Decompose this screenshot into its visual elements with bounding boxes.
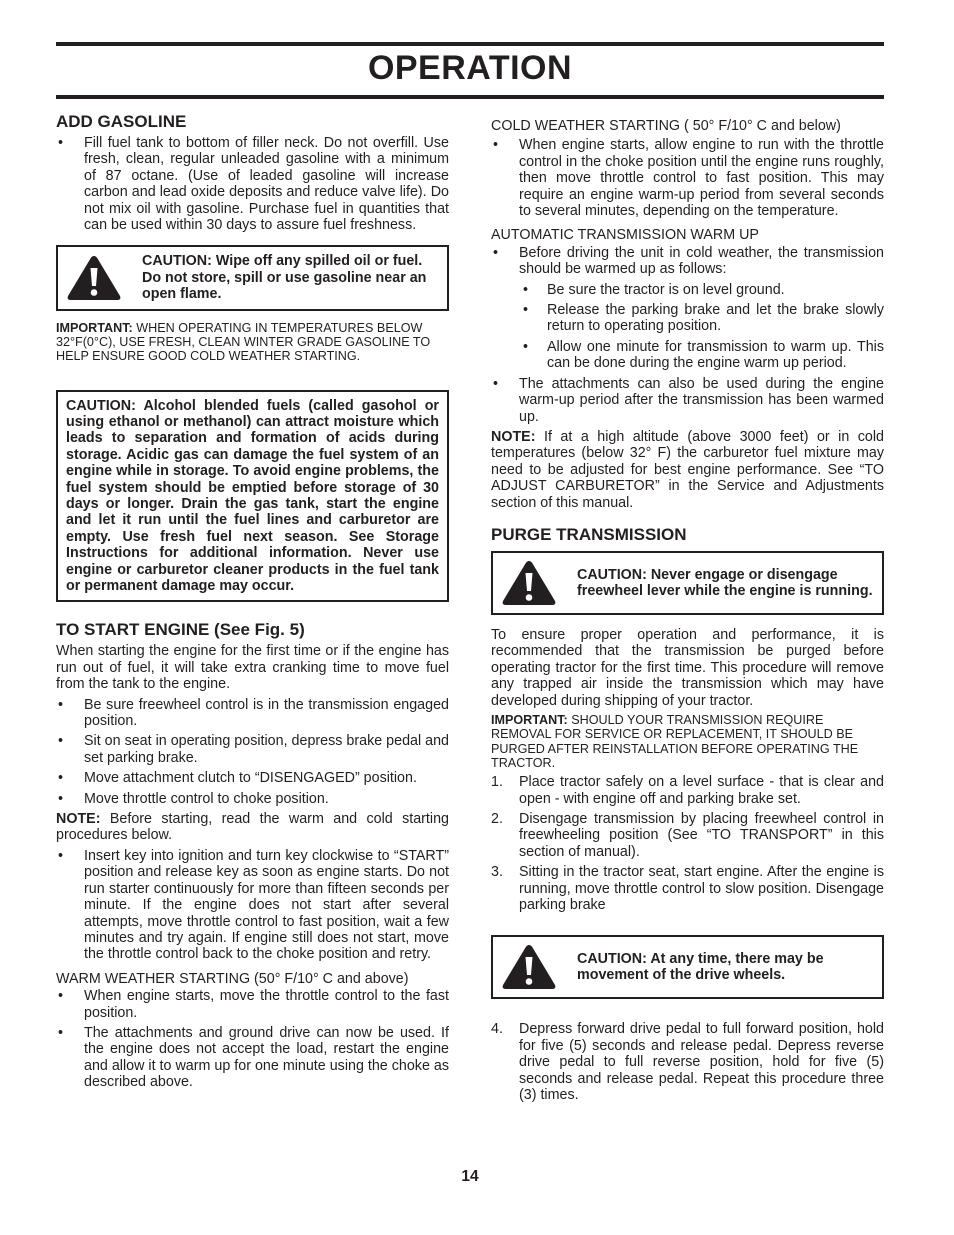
add-gasoline-list [56,135,449,233]
note-label: NOTE: [491,428,536,445]
auto-transmission-sublist [491,282,884,372]
list-item: • When engine starts, move the throttle control to the fast position. [56,988,449,1021]
start-engine-note [56,811,449,844]
important-label: IMPORTANT: [56,320,133,335]
caution-text: CAUTION: At any time, there may be movement of the drive wheels. [577,951,824,984]
step-text: Depress forward drive pedal to full forward position, hold for five (5) seconds and release pedal. Depress reverse drive pedal to full reverse position, hold for five (5) seconds and release pedal. Repeat this procedure three (3) times. [519,1021,884,1104]
caution-text: CAUTION: Wipe off any spilled oil or fuel. Do not store, spill or use gasoline near an open flame. [142,253,427,303]
start-engine-heading: TO START ENGINE (See Fig. 5) [56,620,305,640]
list-item: • When engine starts, allow engine to run with the throttle control in the choke position until the engine runs roughly, then move throttle control to fast position. This may require an engine warm-up period from several seconds to several minutes, depending on the temperature. [491,137,884,219]
warning-triangle-icon [501,559,557,607]
important-label: IMPORTANT: [491,712,568,727]
step-number: 4. [491,1021,503,1038]
caution-text: CAUTION: Never engage or disengage freewheel lever while the engine is running. [577,566,873,599]
list-item: • Be sure freewheel control is in the transmission engaged position. [56,697,449,730]
warm-weather-list [56,988,449,1090]
list-item: • Be sure the tractor is on level ground. [491,282,884,298]
step-text: Disengage transmission by placing freewheel control in freewheeling position (See “TO TRANSPORT” in this section of manual). [519,810,884,860]
purge-transmission-heading: PURGE TRANSMISSION [491,524,687,544]
list-item [491,811,884,860]
step-number: 3. [491,864,503,881]
warm-weather-heading: WARM WEATHER STARTING (50° F/10° C and above) [56,970,409,987]
important-text: SHOULD YOUR TRANSMISSION REQUIRE REMOVAL FOR SERVICE OR REPLACEMENT, IT SHOULD BE PURGED AFTER REINSTALLATION BEFORE OPERATING THE TRACTOR. [491,712,859,770]
step-text: Place tractor safely on a level surface - that is clear and open - with engine off and parking brake set. [519,774,884,807]
add-gasoline-heading: ADD GASOLINE [56,112,187,131]
purge-steps-2 [491,1021,884,1103]
page-title: OPERATION [367,49,573,87]
list-item: • Release the parking brake and let the brake slowly return to operating position. [491,302,884,335]
purge-steps [491,774,884,913]
title-underline [56,95,884,99]
list-item: • Allow one minute for transmission to warm up. This can be done during the engine warm up period. [491,339,884,372]
list-item: • Insert key into ignition and turn key clockwise to “START” position and release key as soon as engine starts. Do not run starter continuously for more than fifteen seconds per minute. If the engine does not start after several attempts, move throttle control to fast position, wait a few minutes and try again. If engine still does not start, move the throttle control back to the choke position and retry. [56,848,449,963]
altitude-note [491,429,884,511]
start-engine-list [56,697,449,807]
cold-weather-list [491,137,884,219]
page-number: 14 [461,1168,479,1185]
important-text: WHEN OPERATING IN TEMPERATURES BELOW 32°F(0°C), USE FRESH, CLEAN WINTER GRADE GASOLINE TO HELP ENSURE GOOD COLD WEATHER STARTING. [56,320,431,364]
list-item: • Sit on seat in operating position, depress brake pedal and set parking brake. [56,733,449,766]
warning-triangle-icon [66,254,122,302]
caution-box-drive-wheels [491,935,884,999]
list-item [491,774,884,807]
important-note [491,713,884,770]
list-item: • Fill fuel tank to bottom of filler neck. Do not overfill. Use fresh, clean, regular unleaded gasoline with a minimum of 87 octane. (Use of leaded gasoline will increase carbon and lead oxide deposits and reduce valve life). Do not mix oil with gasoline. Purchase fuel in quantities that can be used within 30 days to assure fuel freshness. [56,135,449,233]
list-item [491,1021,884,1103]
cold-weather-heading: COLD WEATHER STARTING ( 50° F/10° C and below) [491,118,841,134]
list-item: • Move attachment clutch to “DISENGAGED” position. [56,770,449,786]
alcohol-caution-box: CAUTION: Alcohol blended fuels (called gasohol or using ethanol or methanol) can attract moisture which leads to separation and formation of acids during storage. Acidic gas can damage the fuel system of an engine while in storage. To avoid engine problems, the fuel system should be emptied before storage of 30 days or longer. Drain the gas tank, start the engine and let it run until the fuel lines and carburetor are empty. Use fresh fuel next season. See Storage Instructions for additional information. Never use engine or carburetor cleaner products in the fuel tank or permanent damage may occur. [56,390,449,603]
caution-box-freewheel [491,551,884,615]
start-engine-intro: When starting the engine for the first time or if the engine has run out of fuel, it will take extra cranking time to move fuel from the tank to the engine. [56,643,449,693]
note-text: If at a high altitude (above 3000 feet) or in cold temperatures (below 32° F) the carburetor fuel mixture may need to be adjusted for best engine performance. See “TO ADJUST CARBURETOR” in the Service and Adjustments section of this manual. [491,428,884,511]
auto-transmission-heading: AUTOMATIC TRANSMISSION WARM UP [491,227,759,244]
list-item: • The attachments and ground drive can now be used. If the engine does not accept the load, restart the engine and allow it to warm up for one minute using the choke as described above. [56,1025,449,1091]
list-item: • Before driving the unit in cold weather, the transmission should be warmed up as follows: [491,245,884,278]
list-item: • Move throttle control to choke position. [56,791,449,807]
important-note [56,321,449,364]
auto-transmission-list-2 [491,376,884,425]
step-number: 1. [491,774,503,791]
step-text: Sitting in the tractor seat, start engine. After the engine is running, move throttle control to slow position. Disengage parking brake [519,864,884,913]
caution-box-spill [56,245,449,310]
ignition-list [56,848,449,963]
list-item: • The attachments can also be used during the engine warm-up period after the transmission has been warmed up. [491,376,884,425]
auto-transmission-list [491,245,884,278]
step-number: 2. [491,810,503,827]
purge-intro: To ensure proper operation and performance, it is recommended that the transmission be purged before operating tractor for the first time. This procedure will remove any trapped air inside the transmission which may have developed during shipping of your tractor. [491,626,884,709]
warning-triangle-icon [501,943,557,991]
list-item [491,864,884,913]
note-text: Before starting, read the warm and cold starting procedures below. [56,811,449,844]
right-column [491,118,884,1107]
left-column [56,112,449,1095]
note-label: NOTE: [56,811,101,828]
